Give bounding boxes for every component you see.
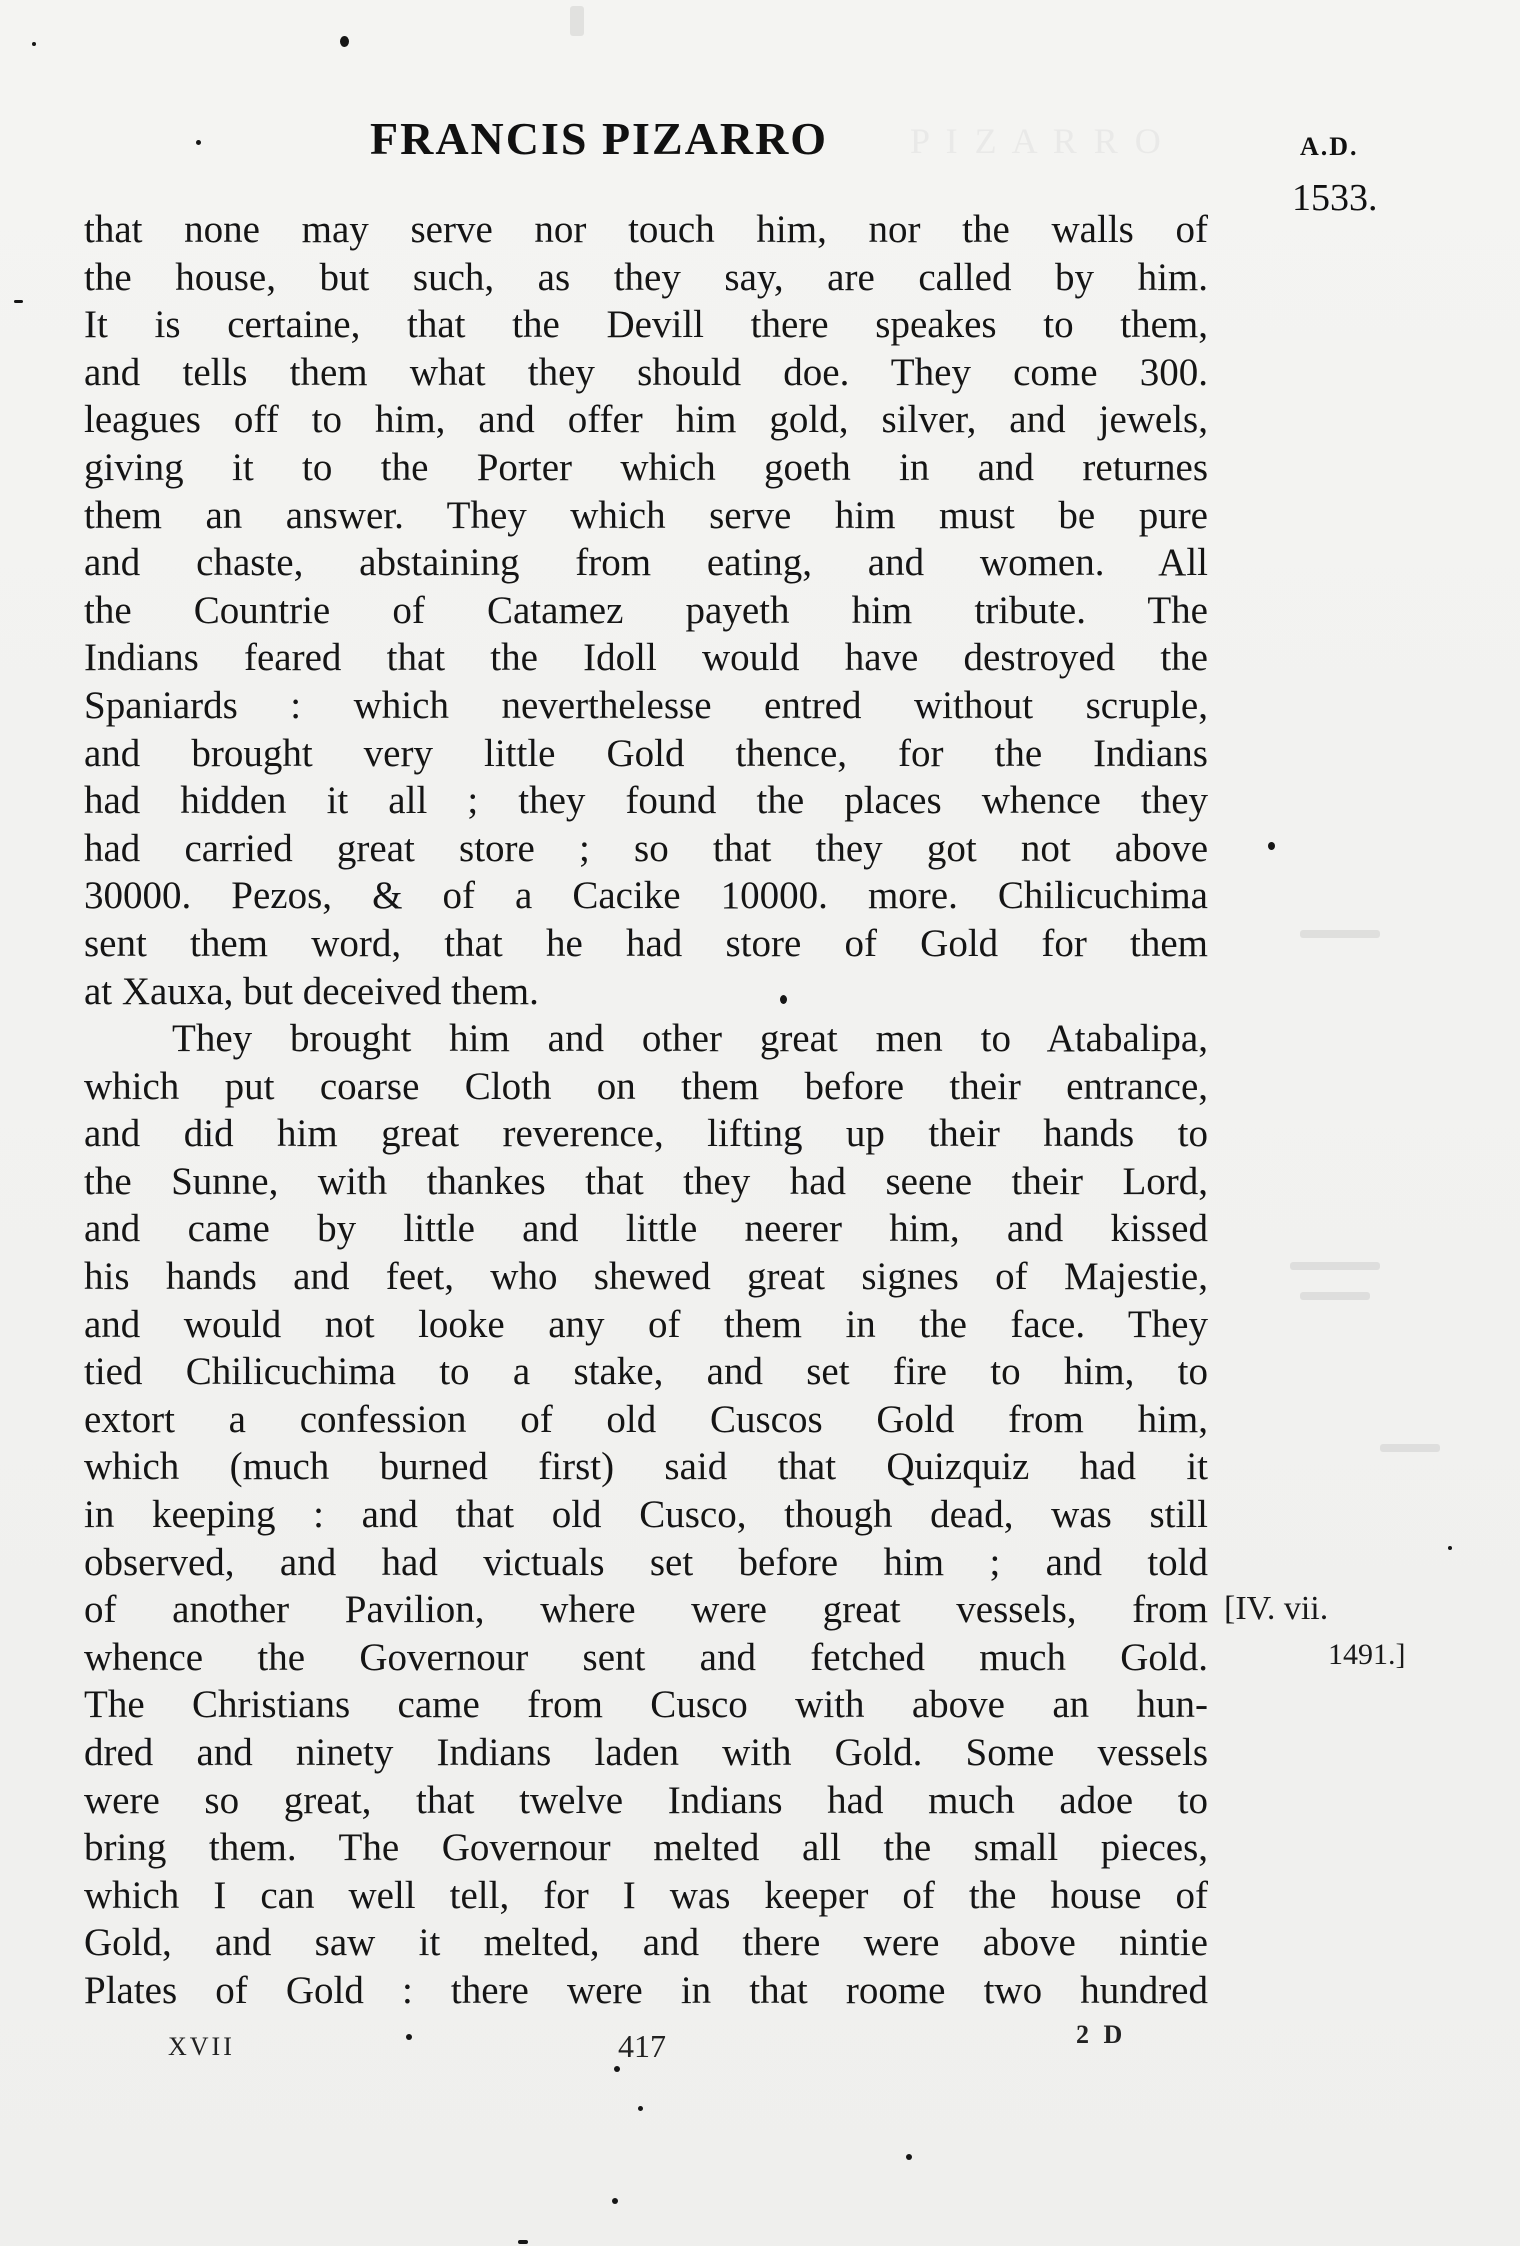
text-line: and brought very little Gold thence, for the Indians bbox=[84, 731, 1208, 775]
margin-ad-label: A.D. bbox=[1300, 132, 1359, 161]
ink-speck bbox=[780, 995, 787, 1004]
ink-speck bbox=[14, 300, 23, 303]
ink-speck bbox=[32, 42, 36, 46]
text-line: tied Chilicuchima to a stake, and set fire to him, to bbox=[84, 1350, 1208, 1394]
text-line: They brought him and other great men to Atabalipa, bbox=[172, 1017, 1208, 1061]
footer-page-number: 417 bbox=[618, 2028, 666, 2064]
text-line: observed, and had victuals set before him ; and told bbox=[84, 1540, 1208, 1584]
text-line: extort a confession of old Cuscos Gold from him, bbox=[84, 1397, 1208, 1441]
ink-speck bbox=[406, 2034, 412, 2040]
bleed-through-heading: P I Z A R R O bbox=[910, 121, 1165, 161]
text-line: were so great, that twelve Indians had much adoe to bbox=[84, 1778, 1208, 1822]
text-line: and tells them what they should doe. They come 300. bbox=[84, 350, 1208, 394]
text-line: which (much burned first) said that Quizquiz had it bbox=[84, 1445, 1208, 1489]
text-line: giving it to the Porter which goeth in and returnes bbox=[84, 445, 1208, 489]
text-line: the house, but such, as they say, are called by him. bbox=[84, 255, 1208, 299]
text-line: Gold, and saw it melted, and there were above nintie bbox=[84, 1921, 1208, 1965]
text-line: the Countrie of Catamez payeth him tribute. The bbox=[84, 588, 1208, 632]
bleed-through-mark bbox=[570, 6, 584, 36]
text-line: his hands and feet, who shewed great signes of Majestie, bbox=[84, 1255, 1208, 1299]
text-line: and came by little and little neerer him, and kissed bbox=[84, 1207, 1208, 1251]
text-line: at Xauxa, but deceived them. bbox=[84, 969, 539, 1013]
text-line: had hidden it all ; they found the places whence they bbox=[84, 779, 1208, 823]
bleed-through-mark bbox=[1380, 1444, 1440, 1452]
text-line: The Christians came from Cusco with above an hun- bbox=[84, 1683, 1208, 1727]
ink-speck bbox=[518, 2240, 528, 2244]
ink-speck bbox=[638, 2106, 643, 2111]
ink-speck bbox=[1268, 842, 1275, 850]
text-line: It is certaine, that the Devill there speakes to them, bbox=[84, 303, 1208, 347]
bleed-through-mark bbox=[1300, 930, 1380, 938]
text-line: of another Pavilion, where were great vessels, from bbox=[84, 1588, 1208, 1632]
text-line: leagues off to him, and offer him gold, silver, and jewels, bbox=[84, 398, 1208, 442]
page-title: FRANCIS PIZARRO bbox=[370, 113, 829, 164]
bleed-through-mark bbox=[1290, 1262, 1380, 1270]
text-line: Indians feared that the Idoll would have destroyed the bbox=[84, 636, 1208, 680]
text-line: and would not looke any of them in the face. They bbox=[84, 1302, 1208, 1346]
ink-speck bbox=[612, 2198, 618, 2204]
text-line: whence the Governour sent and fetched much Gold. bbox=[84, 1635, 1208, 1679]
text-line: had carried great store ; so that they got not above bbox=[84, 826, 1208, 870]
text-line: the Sunne, with thankes that they had seene their Lord, bbox=[84, 1159, 1208, 1203]
text-line: 30000. Pezos, & of a Cacike 10000. more. Chilicuchima bbox=[84, 874, 1208, 918]
ink-speck bbox=[196, 140, 201, 145]
text-line: in keeping : and that old Cusco, though dead, was still bbox=[84, 1493, 1208, 1537]
ink-speck bbox=[340, 36, 349, 47]
text-line: bring them. The Governour melted all the small pieces, bbox=[84, 1826, 1208, 1870]
footer-volume: XVII bbox=[168, 2032, 235, 2061]
footer-signature-mark: 2 D bbox=[1076, 2020, 1127, 2049]
text-line: Plates of Gold : there were in that roome two hundred bbox=[84, 1968, 1208, 2012]
body-text bbox=[84, 206, 1208, 2015]
text-line: which I can well tell, for I was keeper of the house of bbox=[84, 1873, 1208, 1917]
text-line: and chaste, abstaining from eating, and women. All bbox=[84, 541, 1208, 585]
margin-note-volume-ref: [IV. vii. bbox=[1224, 1590, 1329, 1627]
text-line: Spaniards : which neverthelesse entred without scruple, bbox=[84, 683, 1208, 727]
text-line: which put coarse Cloth on them before their entrance, bbox=[84, 1064, 1208, 1108]
ink-speck bbox=[1448, 1546, 1452, 1550]
ink-speck bbox=[906, 2154, 912, 2160]
text-line: sent them word, that he had store of Gold for them bbox=[84, 921, 1208, 965]
ink-speck bbox=[614, 2066, 620, 2072]
bleed-through-mark bbox=[1300, 1292, 1370, 1300]
margin-note-page-ref: 1491.] bbox=[1328, 1638, 1406, 1671]
margin-date bbox=[1292, 132, 1378, 220]
text-line: them an answer. They which serve him must be pure bbox=[84, 493, 1208, 537]
margin-year-label: 1533. bbox=[1292, 177, 1378, 219]
text-line: and did him great reverence, lifting up their hands to bbox=[84, 1112, 1208, 1156]
text-line: dred and ninety Indians laden with Gold. Some vessels bbox=[84, 1731, 1208, 1774]
text-line: that none may serve nor touch him, nor the walls of bbox=[84, 208, 1208, 251]
